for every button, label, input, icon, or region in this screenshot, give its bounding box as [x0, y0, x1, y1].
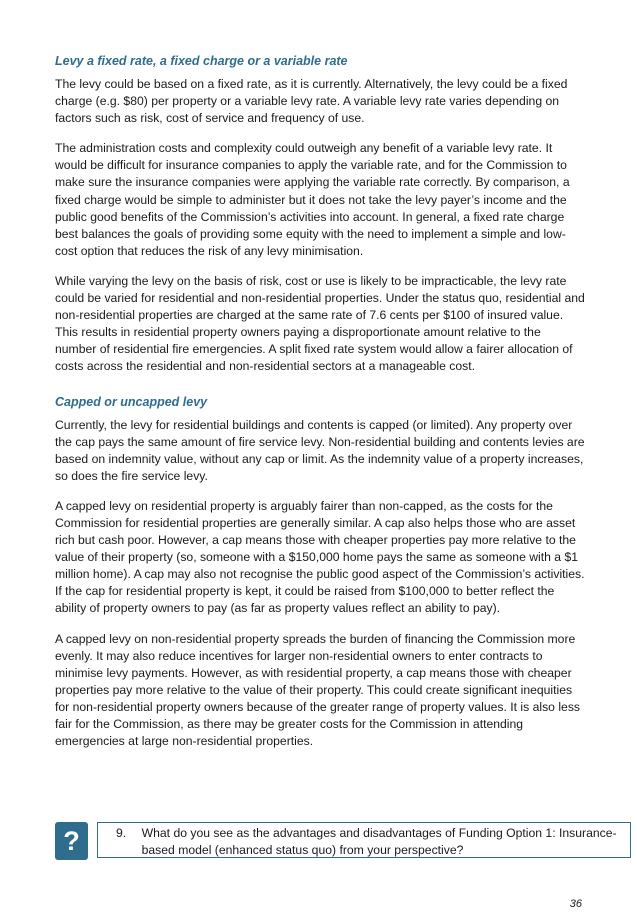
- page-content: [55, 52, 585, 763]
- page-number: 36: [569, 898, 582, 910]
- question-text: What do you see as the advantages and disadvantages of Funding Option 1: Insurance-based model (enhanced status quo) from your perspective?: [141, 826, 617, 857]
- paragraph: A capped levy on residential property is arguably fairer than non-capped, as the costs for the Commission for residential properties are generally similar. A cap also helps those who are asset rich but cash poor. However, a cap means those with cheaper properties pay more relative to the value of their property (so, someone with a $150,000 home pays the same as someone with a $1 million home). A cap may also not recognise the public good aspect of the Commission’s activities. If the cap for residential property is kept, it could be raised from $100,000 to better reflect the ability of property owners to pay (as far as property values reflect an ability to pay).: [55, 498, 585, 616]
- question-mark-glyph: ?: [63, 825, 80, 856]
- section-heading-capped-levy: Capped or uncapped levy: [55, 394, 208, 409]
- question-number: 9.: [116, 826, 127, 840]
- question-box: [55, 822, 617, 862]
- section-heading-fixed-rate: Levy a fixed rate, a fixed charge or a variable rate: [55, 54, 348, 68]
- paragraph: The levy could be based on a fixed rate, as it is currently. Alternatively, the levy could be a fixed charge (e.g. $80) per property or a variable levy rate. A variable levy rate varies depending on factors such as risk, cost of service and frequency of use.: [55, 77, 568, 126]
- paragraph: A capped levy on non-residential property spreads the burden of financing the Commission more evenly. It may also reduce incentives for larger non-residential owners to enter contracts to minimise levy payments. However, as with residential property, a cap means those with cheaper properties pay more relative to the value of their property. This could create significant inequities for non-residential property owners because of the greater range of property values. It is also less fair for the Commission, as there may be greater costs for the Commission in attending emergencies at large non-residential properties.: [55, 631, 581, 749]
- paragraph: The administration costs and complexity could outweigh any benefit of a variable levy rate. It would be difficult for insurance companies to apply the variable rate, and for the Commission to make sure the insurance companies were applying the variable rate correctly. By comparison, a fixed charge would be simple to administer but it does not take the levy payer’s income and the public good benefits of the Commission’s activities into account. In general, a fixed rate charge best balances the goals of providing some equity with the need to implement a simple and low-cost option that reduces the risk of any levy minimisation.: [55, 141, 570, 258]
- question-mark-icon: [55, 822, 88, 860]
- question-text-box: [97, 822, 631, 858]
- paragraph: Currently, the levy for residential buildings and contents is capped (or limited). Any property over the cap pays the same amount of fire service levy. Non-residential building and contents levies are based on indemnity value, without any cap or limit. As the indemnity value of a property increases, so does the fire service levy.: [55, 417, 585, 483]
- paragraph: While varying the levy on the basis of risk, cost or use is likely to be impracticable, the levy rate could be varied for residential and non-residential properties. Under the status quo, residential and non-residential properties are charged at the same rate of 7.6 cents per $100 of insured value. This results in residential property owners paying a disproportionate amount relative to the number of residential fire emergencies. A split fixed rate system would allow a fairer allocation of costs across the residential and non-residential sectors at a manageable cost.: [55, 273, 585, 374]
